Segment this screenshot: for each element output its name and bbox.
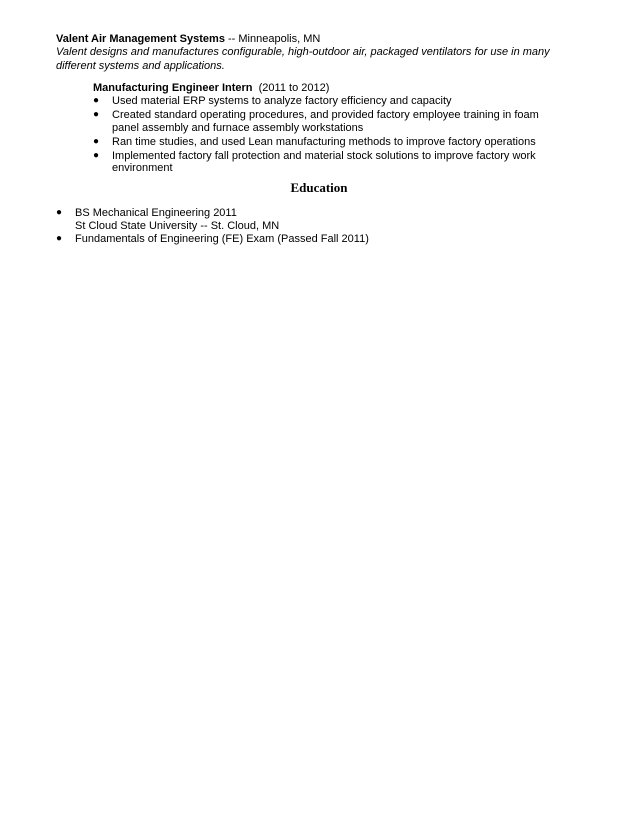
bullet-text: Ran time studies, and used Lean manufacturing methods to improve factory operations [112,135,536,148]
list-item [56,233,576,246]
bullet-text: Used material ERP systems to analyze factory efficiency and capacity [112,95,452,107]
bullet-text: Created standard operating procedures, and provided factory employee training in foam panel assembly and furnace assembly workstations [112,109,539,134]
company-line [56,32,320,46]
bullet-icon: ● [93,95,100,106]
bullet-icon: ● [93,135,100,147]
job-dates: (2011 to 2012) [258,82,330,94]
job-heading [93,81,329,95]
degree-text: BS Mechanical Engineering 2011 [75,207,237,219]
bullet-text: Implemented factory fall protection and material stock solutions to improve factory work environment [112,149,536,174]
list-item [93,150,563,175]
job-title: Manufacturing Engineer Intern [93,82,253,94]
company-location: -- Minneapolis, MN [224,33,321,45]
company-name: Valent Air Management Systems [56,33,225,45]
job-bullet-list [93,95,563,176]
list-item [93,109,563,134]
bullet-icon: ● [93,109,100,120]
list-item [56,207,576,232]
bullet-icon: ● [93,149,100,161]
list-item [93,95,563,108]
bullet-icon: ● [56,233,63,244]
bullet-icon: ● [56,207,63,218]
education-heading: Education [290,180,348,195]
list-item [93,136,563,149]
exam-text: Fundamentals of Engineering (FE) Exam (Passed Fall 2011) [75,233,369,245]
company-description: Valent designs and manufactures configurable, high-outdoor air, packaged ventilators for use in many different systems and applications. [56,46,550,72]
school-text: St Cloud State University -- St. Cloud, MN [75,219,280,232]
education-list [56,207,576,247]
